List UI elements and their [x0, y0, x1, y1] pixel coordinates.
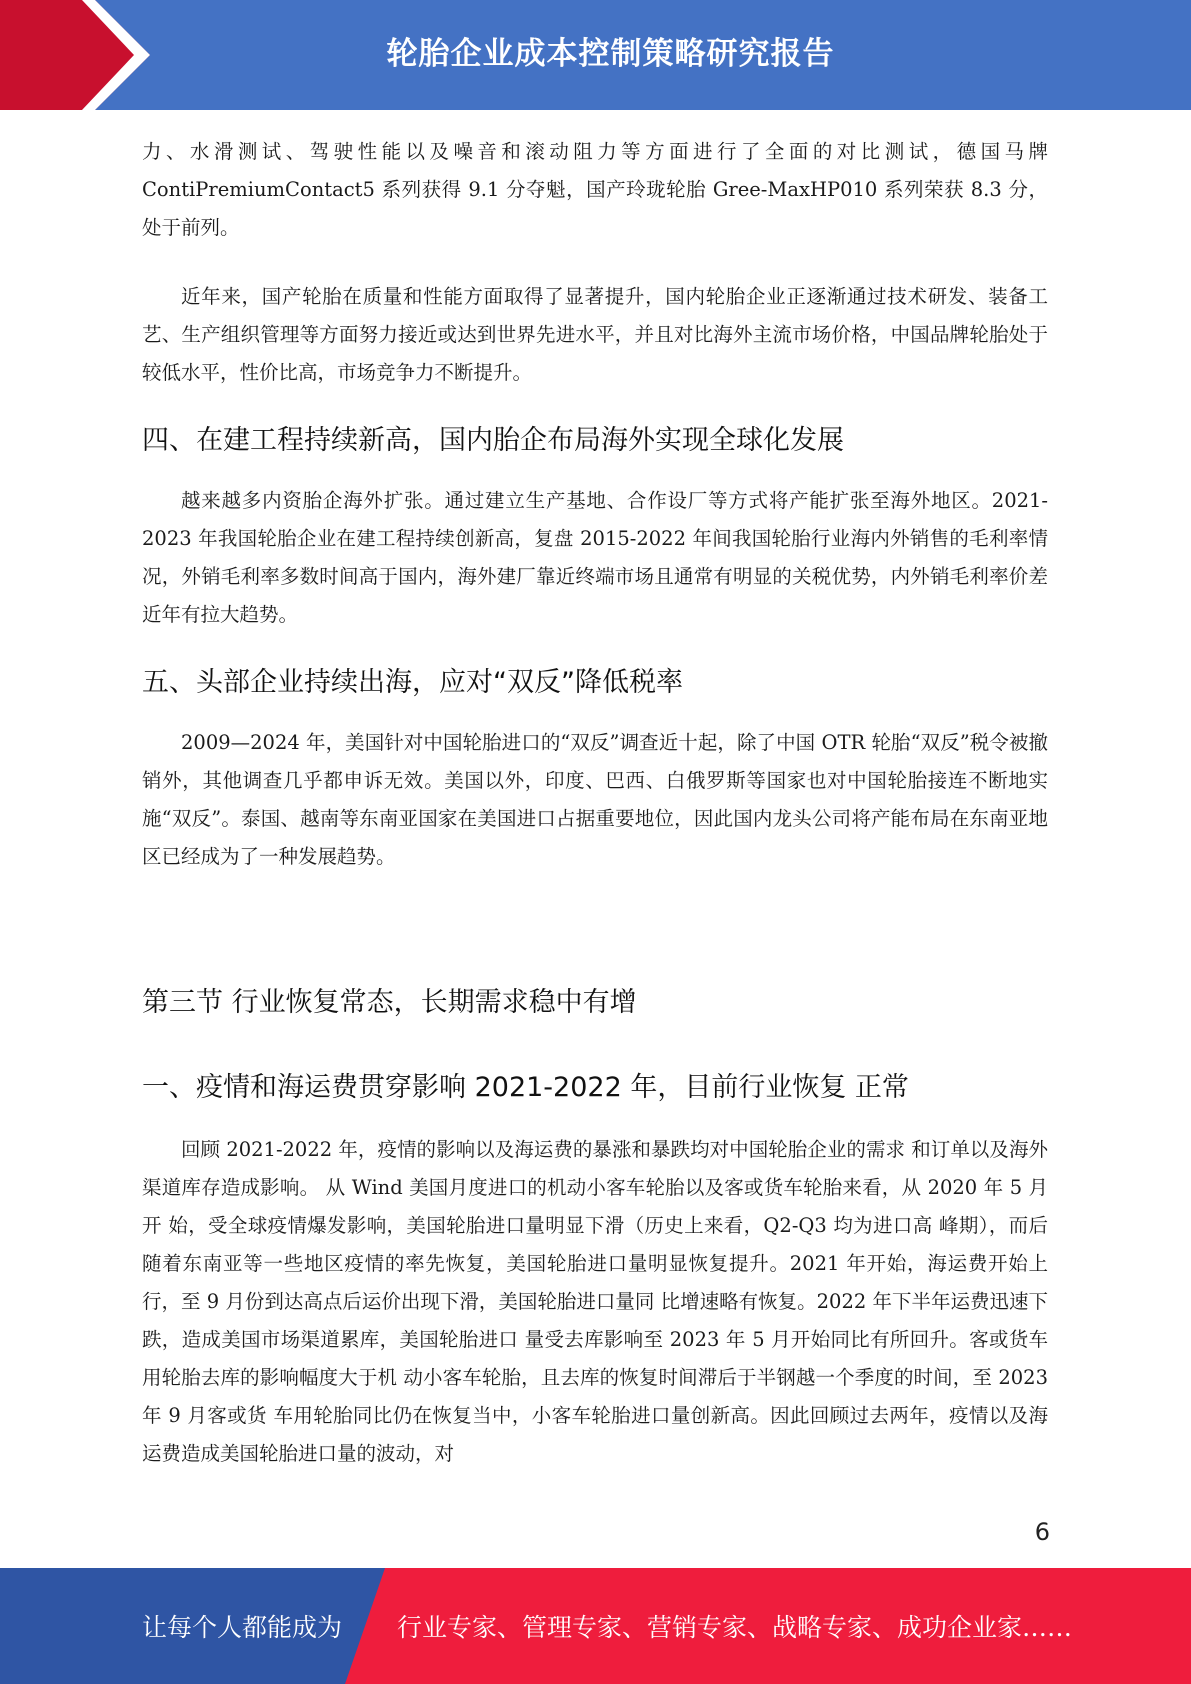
- footer-slogan-right: 行业专家、管理专家、营销专家、战略专家、成功企业家……: [397, 1613, 1073, 1642]
- paragraph-test-results: 力、水滑测试、驾驶性能以及噪音和滚动阻力等方面进行了全面的对比测试，德国马牌ContiPremiumContact5 系列获得 9.1 分夺魁，国产玲珑轮胎 Gree-MaxHP010 系列荣获 8.3 分，处于前列。: [142, 140, 1048, 239]
- paragraph-anti-dumping: 2009—2024 年，美国针对中国轮胎进口的“双反”调查近十起，除了中国 OTR 轮胎“双反”税令被撤销外，其他调查几乎都申诉无效。美国以外，印度、巴西、白俄罗斯等国家也对中国轮胎接连不断地实施“双反”。泰国、越南等东南亚国家在美国进口占据重要地位，因此国内龙头公司将产能布局在东南亚地区已经成为了一种发展趋势。: [142, 731, 1048, 868]
- section-title: 第三节 行业恢复常态，长期需求稳中有增: [142, 987, 637, 1018]
- page-header: [0, 0, 1191, 110]
- paragraph-quality-improvement: 近年来，国产轮胎在质量和性能方面取得了显著提升，国内轮胎企业正逐渐通过技术研发、装备工艺、生产组织管理等方面努力接近或达到世界先进水平，并且对比海外主流市场价格，中国品牌轮胎处于较低水平，性价比高，市场竞争力不断提升。: [142, 285, 1048, 384]
- paragraph-pandemic-shipping: 回顾 2021-2022 年，疫情的影响以及海运费的暴涨和暴跌均对中国轮胎企业的需求 和订单以及海外渠道库存造成影响。 从 Wind 美国月度进口的机动小客车轮胎以及客或货车轮胎来看，从 2020 年 5 月开 始，受全球疫情爆发影响，美国轮胎进口量明显下滑（历史上来看，Q2-Q3 均为进口高 峰期），而后随着东南亚等一些地区疫情的率先恢复，美国轮胎进口量明显恢复提升。2021 年开始，海运费开始上行，至 9 月份到达高点后运价出现下滑，美国轮胎进口量同 比增速略有恢复。2022 年下半年运费迅速下跌，造成美国市场渠道累库，美国轮胎进口 量受去库影响至 2023 年 5 月开始同比有所回升。客或货车用轮胎去库的影响幅度大于机 动小客车轮胎，且去库的恢复时间滞后于半钢越一个季度的时间，至 2023 年 9 月客或货 车用轮胎同比仍在恢复当中，小客车轮胎进口量创新高。因此回顾过去两年，疫情以及海 运费造成美国轮胎进口量的波动，对: [142, 1138, 1048, 1465]
- page-content: [142, 133, 1048, 1473]
- page-number: 6: [1034, 1518, 1050, 1546]
- footer-slogan-left: 让每个人都能成为: [142, 1613, 343, 1642]
- heading-overseas-expansion: 四、在建工程持续新高，国内胎企布局海外实现全球化发展: [142, 425, 844, 456]
- heading-pandemic-shipping: 一、疫情和海运费贯穿影响 2021-2022 年，目前行业恢复 正常: [142, 1072, 909, 1103]
- document-title: 轮胎企业成本控制策略研究报告: [386, 36, 835, 72]
- paragraph-overseas-expansion: 越来越多内资胎企海外扩张。通过建立生产基地、合作设厂等方式将产能扩张至海外地区。2021-2023 年我国轮胎企业在建工程持续创新高，复盘 2015-2022 年间我国轮胎行业海内外销售的毛利率情况，外销毛利率多数时间高于国内，海外建厂靠近终端市场且通常有明显的关税优势，内外销毛利率价差近年有拉大趋势。: [142, 489, 1048, 626]
- page-footer: [0, 1568, 1191, 1684]
- heading-anti-dumping: 五、头部企业持续出海，应对“双反”降低税率: [142, 667, 683, 698]
